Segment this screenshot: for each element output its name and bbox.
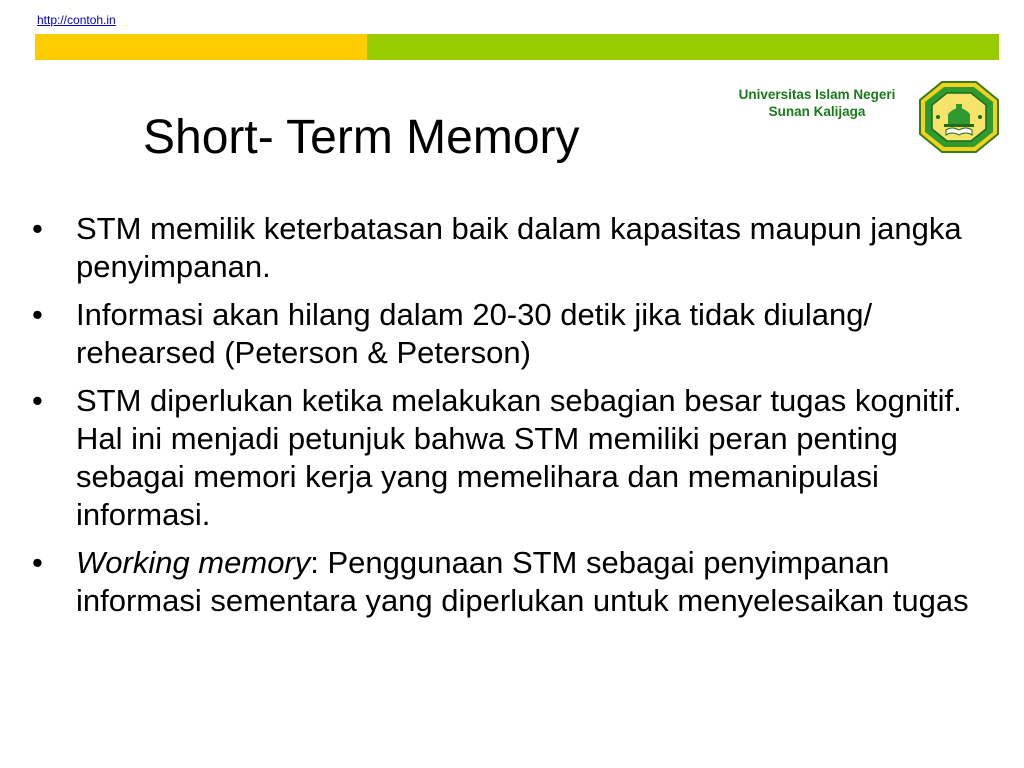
- university-name-line1: Universitas Islam Negeri: [738, 87, 896, 102]
- bullet-text: STM diperlukan ketika melakukan sebagian besar tugas kognitif. Hal ini menjadi petunjuk bahwa STM memiliki peran penting sebagai memori kerja yang memelihara dan memanipulasi informasi.: [76, 383, 962, 532]
- url-link[interactable]: http://contoh.in: [37, 13, 116, 27]
- bullet-marker: •: [32, 545, 43, 580]
- bullet-marker: •: [32, 297, 43, 332]
- bullet-text: STM memilik keterbatasan baik dalam kapasitas maupun jangka penyimpanan.: [76, 211, 962, 284]
- slide-title: Short- Term Memory: [143, 111, 580, 164]
- bullet-item: [30, 296, 1000, 372]
- bullet-term: Working memory: [76, 545, 311, 580]
- bullet-marker: •: [32, 211, 43, 246]
- university-name: [720, 86, 914, 120]
- header-color-bar: [35, 34, 999, 60]
- bullet-text: Informasi akan hilang dalam 20-30 detik jika tidak diulang/ rehearsed (Peterson & Peterson): [76, 297, 873, 370]
- bullet-item: [30, 544, 1000, 620]
- bullet-item: [30, 210, 1000, 286]
- university-name-line2: Sunan Kalijaga: [768, 104, 866, 119]
- bullet-marker: •: [32, 383, 43, 418]
- bullet-text: : Penggunaan STM sebagai penyimpanan informasi sementara yang diperlukan untuk menyelesaikan tugas: [76, 545, 969, 618]
- bullet-list: [30, 210, 1000, 630]
- university-seal-icon: [918, 80, 1000, 154]
- header-bar-yellow: [35, 34, 367, 60]
- header-bar-green: [367, 34, 999, 60]
- bullet-item: [30, 382, 1000, 534]
